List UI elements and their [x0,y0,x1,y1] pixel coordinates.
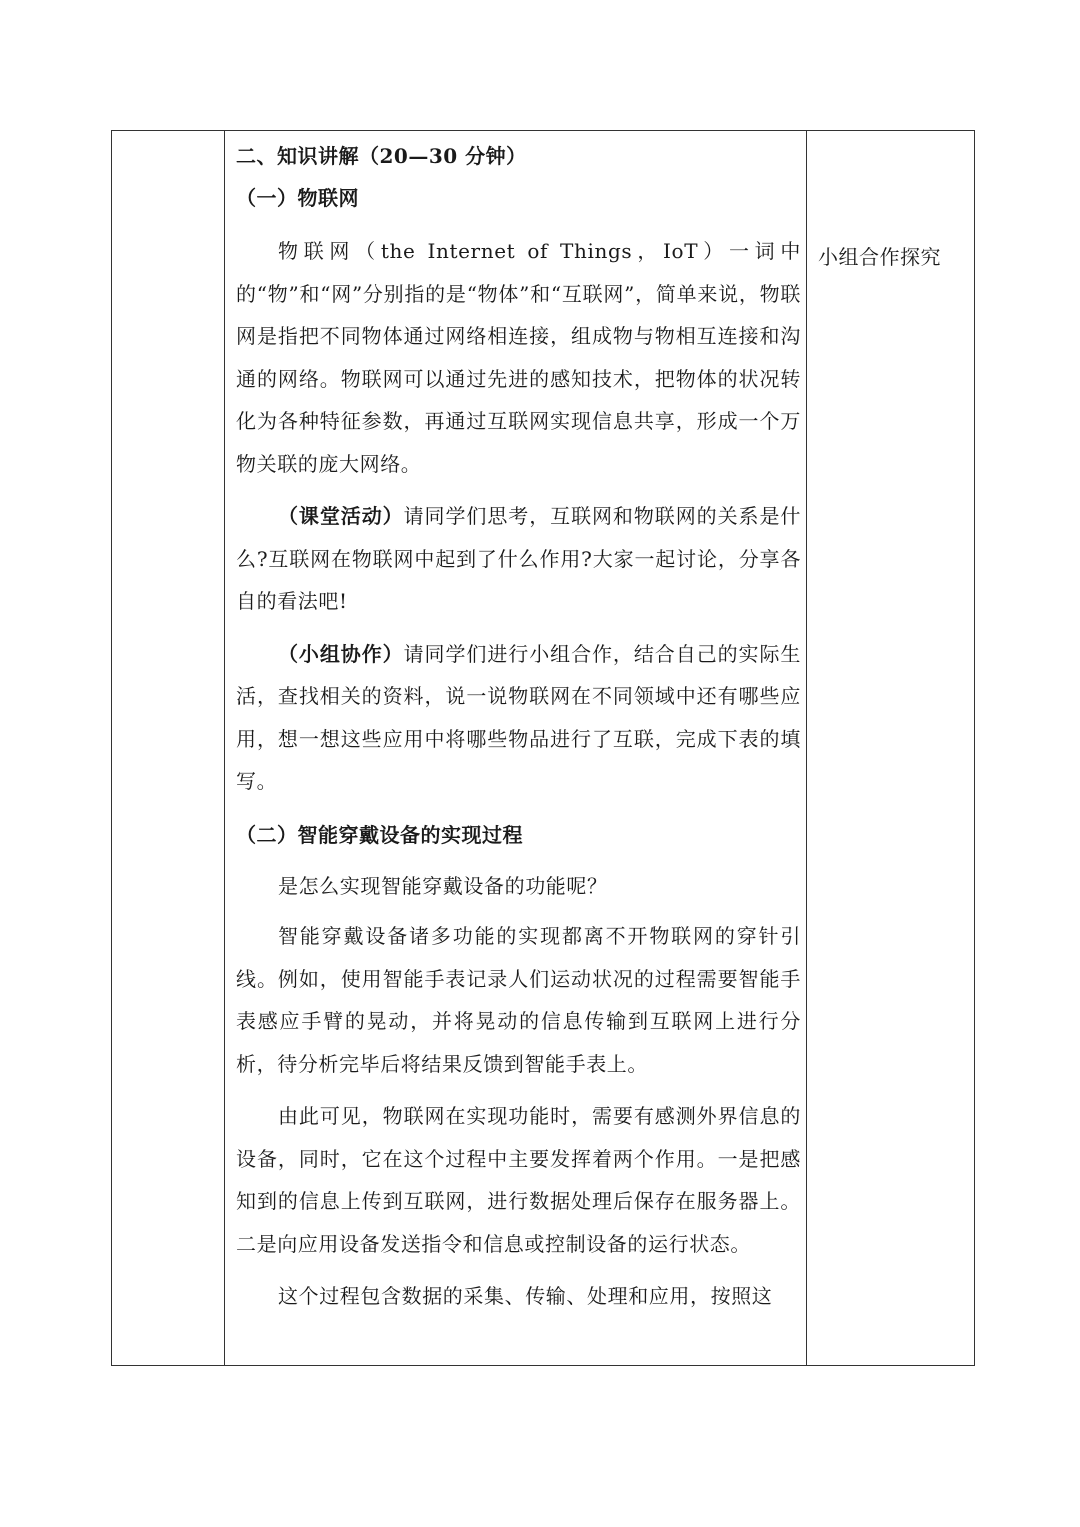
lesson-content-cell [236,131,801,1365]
paragraph-data-process: 这个过程包含数据的采集、传输、处理和应用，按照这 [278,1284,773,1308]
class-activity-label: （课堂活动） [278,504,404,528]
subsection-heading-iot: （一）物联网 [236,186,359,210]
lesson-table [111,130,975,1366]
column-divider-left [224,131,225,1365]
paragraph-iot-definition: 物联网（the Internet of Things，IoT）一词中的“物”和“网”分别指的是“物体”和“互联网”，简单来说，物联网是指把不同物体通过网络相连接，组成物与物相互连接和沟通的网络。物联网可以通过先进的感知技术，把物体的状况转化为各种特征参数，再通过互联网实现信息共享，形成一个万物关联的庞大网络。 [236,239,801,476]
paragraph-iot-roles: 由此可见，物联网在实现功能时，需要有感测外界信息的设备，同时，它在这个过程中主要发挥着两个作用。一是把感知到的信息上传到互联网，进行数据处理后保存在服务器上。二是向应用设备发送指令和信息或控制设备的运行状态。 [236,1104,801,1256]
class-activity-text: 请同学们思考，互联网和物联网的关系是什么?互联网在物联网中起到了什么作用?大家一起讨论，分享各自的看法吧! [236,504,801,613]
paragraph-question: 是怎么实现智能穿戴设备的功能呢？ [278,873,608,898]
subsection-heading-wearables: （二）智能穿戴设备的实现过程 [236,822,523,847]
paragraph-class-activity [236,495,801,623]
column-divider-right [806,131,807,1365]
teaching-method-note: 小组合作探究 [818,245,941,269]
section-heading: 二、知识讲解（20—30 分钟） [236,144,527,168]
paragraph-wearable-process: 智能穿戴设备诸多功能的实现都离不开物联网的穿针引线。例如，使用智能手表记录人们运动状况的过程需要智能手表感应手臂的晃动，并将晃动的信息传输到互联网上进行分析，待分析完毕后将结果反馈到智能手表上。 [236,924,801,1076]
group-work-label: （小组协作） [278,641,404,666]
paragraph-group-work [236,633,801,803]
group-work-text: 请同学们进行小组合作，结合自己的实际生活，查找相关的资料，说一说物联网在不同领域中还有哪些应用，想一想这些应用中将哪些物品进行了互联，完成下表的填写。 [236,641,801,793]
